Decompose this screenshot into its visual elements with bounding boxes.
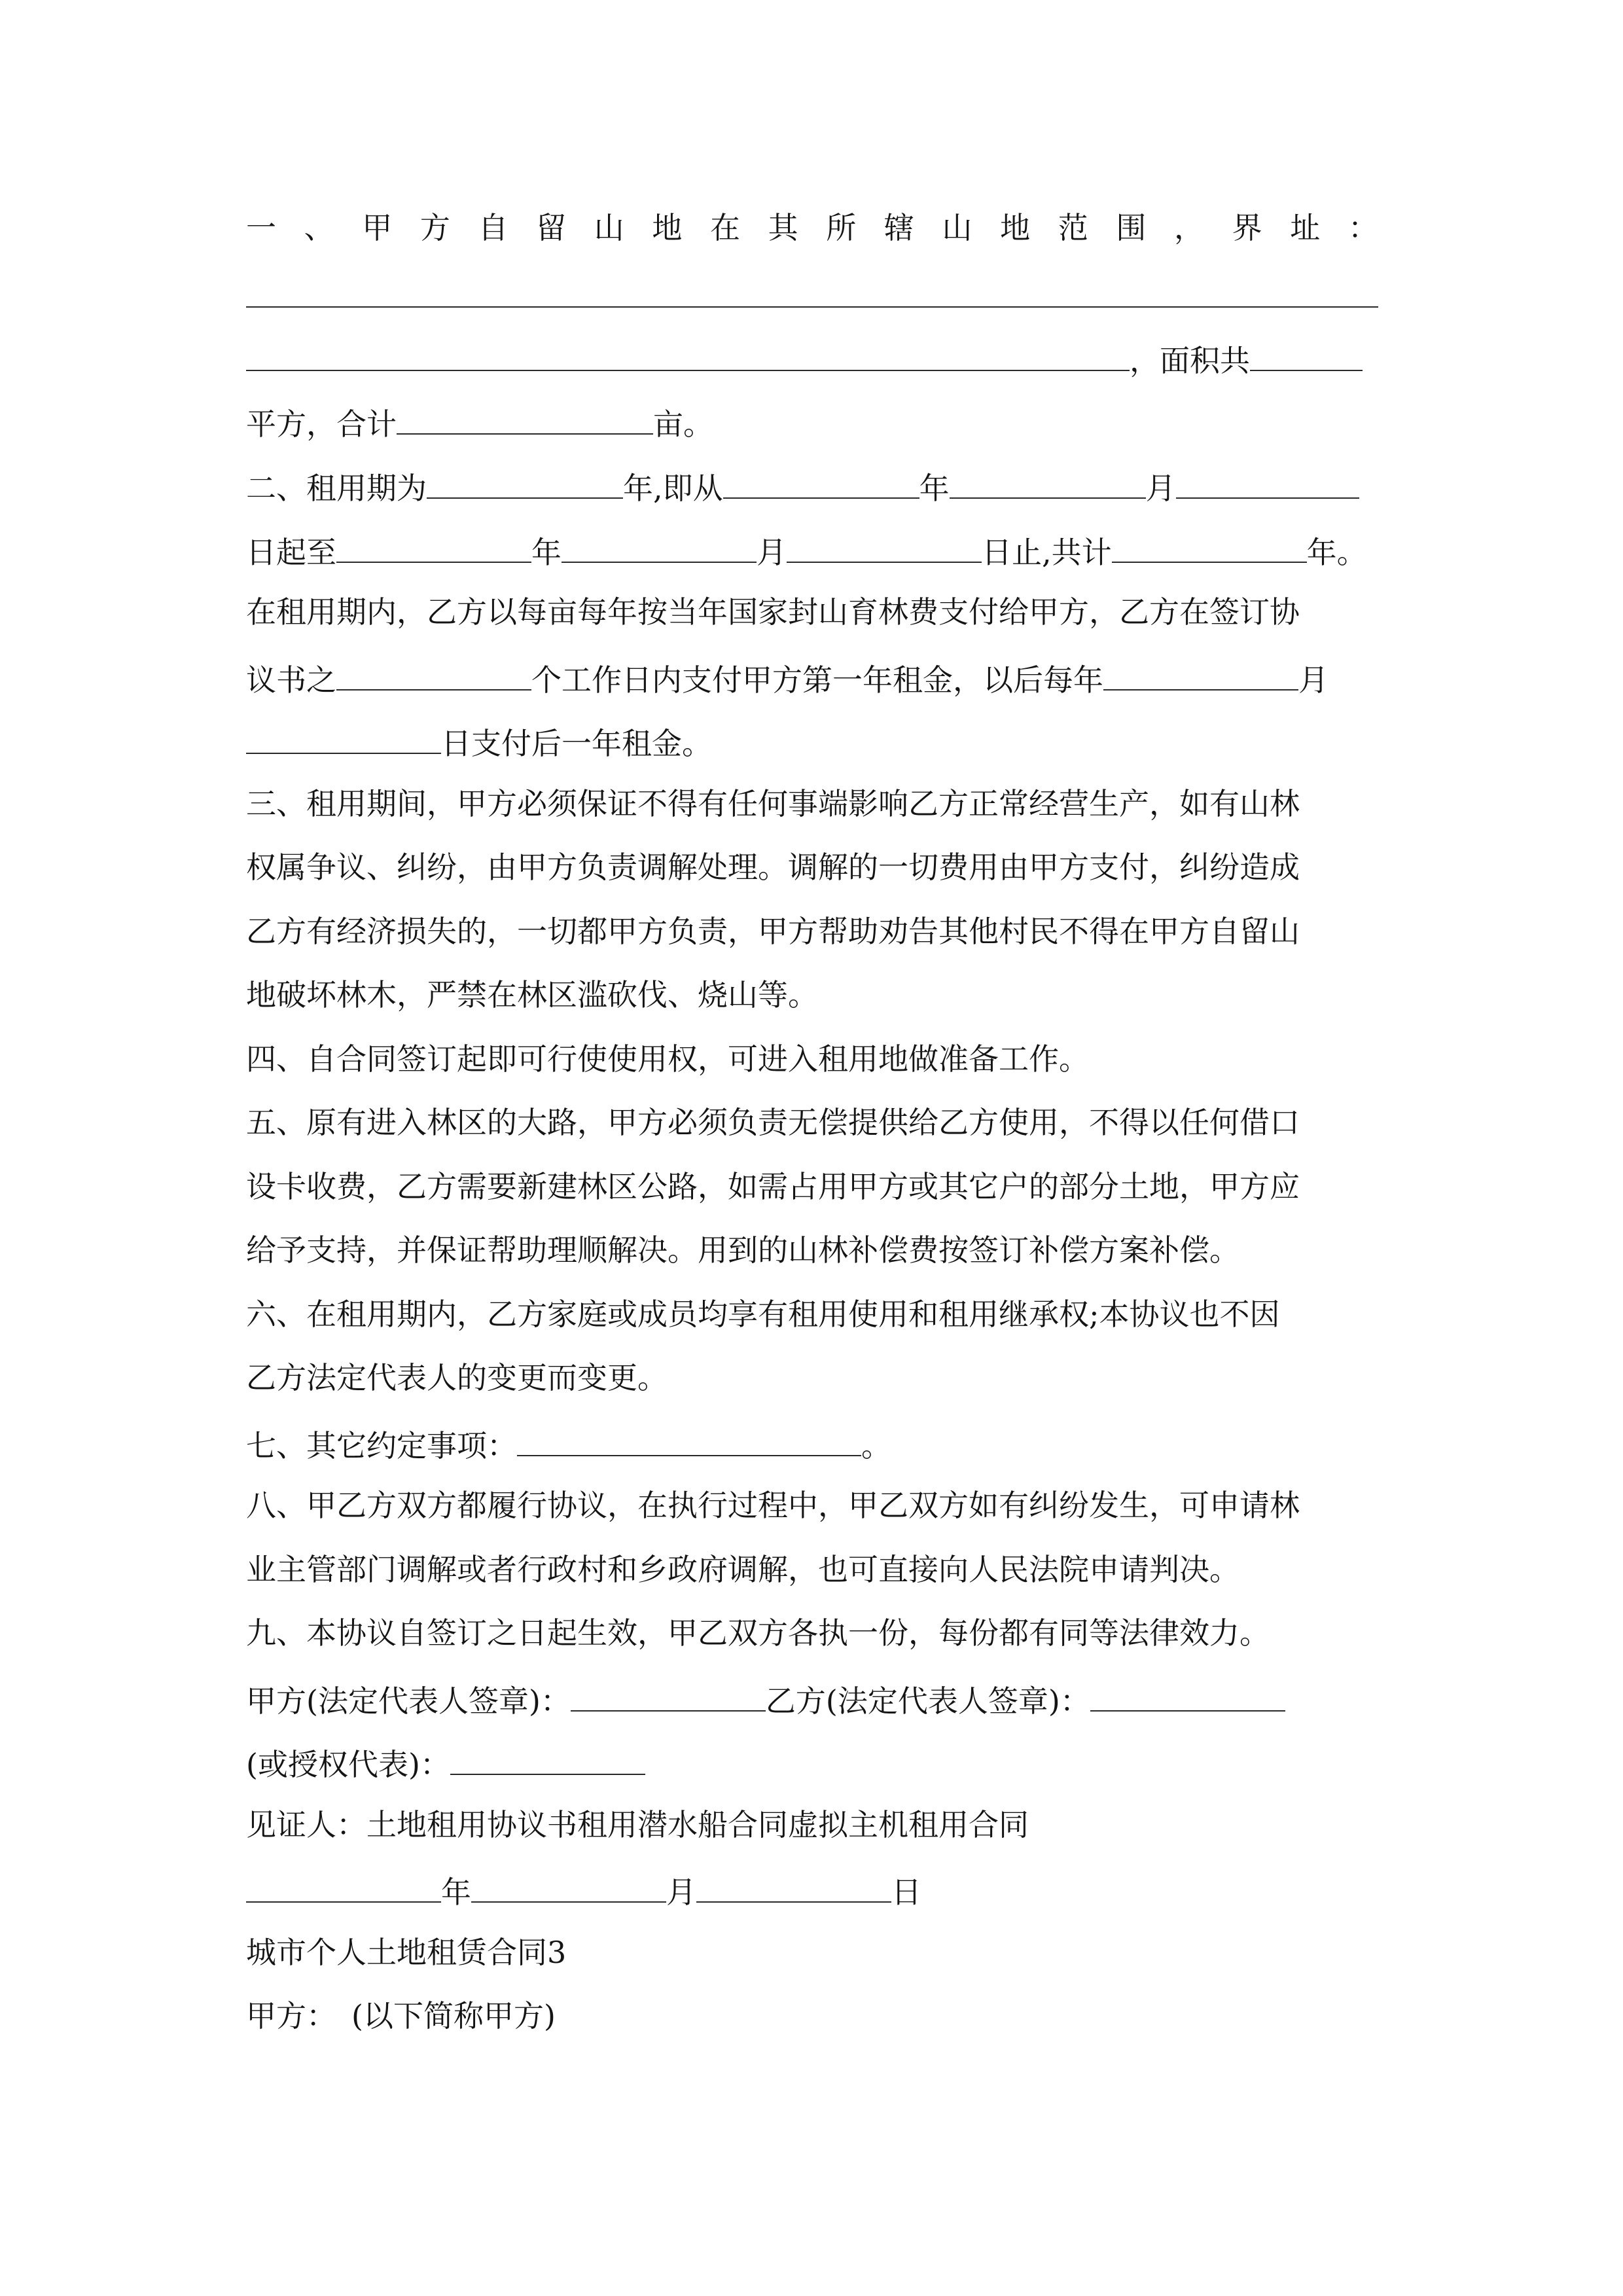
clause2-line5 [246,720,712,759]
text: 月 [1145,471,1176,506]
clause3-line3: 乙方有经济损失的，一切都甲方负责，甲方帮助劝告其他村民不得在甲方自留山 [246,914,1300,949]
char: 一 [246,210,276,245]
text: 二、租用期为 [246,471,427,506]
char: 山 [942,210,972,245]
date-line [246,1869,921,1908]
workdays-blank[interactable] [336,656,531,691]
text: 月 [666,1874,696,1910]
text: 年 [531,535,562,570]
next-contract-title: 城市个人土地租赁合同3 [246,1935,567,1970]
clause5-line1: 五、原有进入林区的大路，甲方必须负责无偿提供给乙方使用，不得以任何借口 [246,1105,1300,1140]
char: 辖 [883,210,914,245]
clause3-line1: 三、租用期间，甲方必须保证不得有任何事端影响乙方正常经营生产，如有山林 [246,786,1300,821]
char: ： [1347,210,1378,245]
date-year-blank[interactable] [246,1869,441,1903]
text: 。 [861,1428,891,1463]
char: 范 [1058,210,1088,245]
text: 七、其它约定事项： [246,1428,517,1463]
boundary-blank[interactable] [246,337,1130,371]
char: 山 [594,210,624,245]
date-day-blank[interactable] [696,1869,891,1903]
end-month-blank[interactable] [562,529,757,563]
start-day-blank[interactable] [1176,465,1359,499]
party-a-signature-blank[interactable] [571,1677,766,1712]
char: 、 [304,210,334,245]
witness-line: 见证人：土地租用协议书租用潜水船合同虚拟主机租用合同 [246,1807,1029,1842]
char: 留 [536,210,567,245]
party-b-signature-blank[interactable] [1090,1677,1285,1712]
char: 地 [1000,210,1031,245]
clause5-line3: 给予支持，并保证帮助理顺解决。用到的山林补偿费按签订补偿方案补偿。 [246,1232,1240,1268]
clause4-line: 四、自合同签订起即可行使使用权，可进入租用地做准备工作。 [246,1041,1089,1077]
clause8-line2: 业主管部门调解或者行政村和乡政府调解，也可直接向人民法院申请判决。 [246,1552,1240,1587]
text: 年 [441,1874,471,1910]
char: 自 [478,210,508,245]
clause2-line1 [246,465,1359,504]
text: 月 [757,535,787,570]
text: 日止,共计 [982,535,1112,570]
term-years-blank[interactable] [427,465,623,499]
char: 所 [826,210,857,245]
total-years-blank[interactable] [1112,529,1307,563]
authorized-label: (或授权代表)： [246,1747,450,1782]
start-year-blank[interactable] [723,465,919,499]
clause2-line2 [246,529,1367,568]
clause5-line2: 设卡收费，乙方需要新建林区公路，如需占用甲方或其它户的部分土地，甲方应 [246,1169,1300,1204]
text: 年 [919,471,950,506]
end-day-blank[interactable] [787,529,982,563]
clause8-line1: 八、甲乙方双方都履行协议，在执行过程中，甲乙双方如有纠纷发生，可申请林 [246,1488,1300,1523]
text: 年,即从 [623,471,723,506]
area-blank[interactable] [1250,337,1363,371]
pay-day-blank[interactable] [246,720,441,754]
date-month-blank[interactable] [471,1869,666,1903]
char: 界 [1232,210,1262,245]
clause1-area-line [246,337,1363,376]
char: 在 [710,210,740,245]
clause9-line: 九、本协议自签订之日起生效，甲乙双方各执一份，每份都有同等法律效力。 [246,1615,1270,1651]
boundary-blank-line[interactable] [246,306,1378,308]
party-b-signature-label: 乙方(法定代表人签章)： [765,1683,1090,1719]
area-label: ，面积共 [1130,343,1250,378]
party-a-signature-label: 甲方(法定代表人签章)： [246,1683,571,1719]
pay-month-blank[interactable] [1103,656,1298,691]
char: 址 [1290,210,1321,245]
char: ， [1174,210,1204,245]
text: 日起至 [246,535,336,570]
end-year-blank[interactable] [336,529,531,563]
clause6-line2: 乙方法定代表人的变更而变更。 [246,1360,668,1395]
char: 其 [768,210,798,245]
text: 年。 [1306,535,1367,570]
clause2-line3: 在租用期内，乙方以每亩每年按当年国家封山育林费支付给甲方，乙方在签订协 [246,594,1300,630]
text: 议书之 [246,662,336,698]
other-terms-blank[interactable] [517,1422,861,1456]
mu-blank[interactable] [397,401,653,435]
text: 日 [891,1874,921,1910]
clause1-total-line [246,401,713,440]
signature-line [246,1677,1285,1717]
sq-label: 平方，合计 [246,406,397,442]
start-month-blank[interactable] [950,465,1146,499]
clause7-line [246,1422,891,1462]
authorized-line [246,1741,645,1780]
text: 个工作日内支付甲方第一年租金，以后每年 [531,662,1103,698]
next-party-a-line: 甲方： (以下简称甲方) [246,1998,556,2034]
authorized-blank[interactable] [450,1741,645,1775]
char: 方 [419,210,450,245]
clause3-line2: 权属争议、纠纷，由甲方负责调解处理。调解的一切费用由甲方支付，纠纷造成 [246,850,1300,885]
text: 日支付后一年租金。 [441,726,712,761]
mu-label: 亩。 [653,406,713,442]
clause1-heading [246,208,1378,247]
clause2-line4 [246,656,1329,696]
char: 甲 [362,210,393,245]
clause3-line4: 地破坏林木，严禁在林区滥砍伐、烧山等。 [246,977,818,1013]
text: 月 [1298,662,1329,698]
char: 地 [652,210,683,245]
char: 围 [1116,210,1147,245]
clause6-line1: 六、在租用期内，乙方家庭或成员均享有租用使用和租用继承权;本协议也不因 [246,1297,1280,1332]
